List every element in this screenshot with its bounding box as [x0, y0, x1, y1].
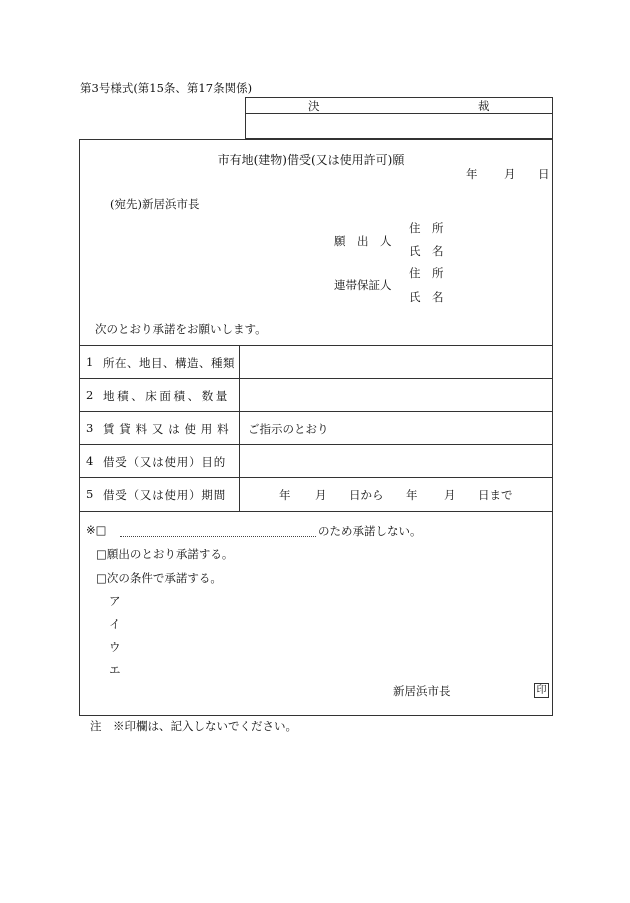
seal-stamp: 印: [534, 683, 549, 698]
form-label: 第3号様式(第15条、第17条関係): [80, 81, 253, 95]
date-year: 年: [466, 167, 478, 181]
reject-reason-field[interactable]: [120, 536, 316, 537]
condition-item: ア: [109, 594, 121, 608]
mayor-signature: 新居浜市長: [393, 684, 451, 698]
reject-checkbox-prefix[interactable]: ※□: [86, 523, 107, 537]
row-number: 1: [86, 355, 94, 369]
date-day: 日: [538, 167, 550, 181]
guarantor-name-label: 氏 名: [409, 290, 444, 304]
row-number: 4: [86, 454, 94, 468]
row-number: 3: [86, 421, 94, 435]
request-text: 次のとおり承諾をお願いします。: [95, 322, 267, 336]
row-label: 所在、地目、構造、種類: [103, 356, 235, 370]
footnote: 注 ※印欄は、記入しないでください。: [90, 719, 297, 733]
conditional-option[interactable]: □次の条件で承諾する。: [96, 571, 222, 585]
applicant-name-label: 氏 名: [409, 244, 444, 258]
applicant-label: 願 出 人: [334, 234, 392, 248]
approval-ketsu: 決: [308, 99, 320, 113]
approval-box: [245, 97, 553, 139]
form-title: 市有地(建物)借受(又は使用許可)願: [217, 153, 405, 167]
reject-suffix: のため承諾しない。: [318, 524, 422, 538]
row-number: 2: [86, 388, 94, 402]
row-value[interactable]: ご指示のとおり: [248, 422, 329, 436]
condition-item: イ: [109, 617, 121, 631]
condition-item: ウ: [109, 640, 121, 654]
condition-item: エ: [109, 663, 121, 677]
row-label: 借受（又は使用）期間: [103, 488, 226, 502]
row-label: 地積、床面積、数量: [103, 389, 230, 403]
row-label: 借受（又は使用）目的: [103, 455, 226, 469]
row-label: 賃貸料又は使用料: [103, 422, 234, 436]
addressee: (宛先)新居浜市長: [110, 197, 200, 211]
approval-sai: 裁: [478, 99, 490, 113]
guarantor-label: 連帯保証人: [334, 278, 392, 292]
guarantor-address-label: 住 所: [409, 266, 444, 280]
accept-option[interactable]: □願出のとおり承諾する。: [96, 547, 234, 561]
date-month: 月: [504, 167, 516, 181]
row-number: 5: [86, 487, 94, 501]
applicant-address-label: 住 所: [409, 221, 444, 235]
